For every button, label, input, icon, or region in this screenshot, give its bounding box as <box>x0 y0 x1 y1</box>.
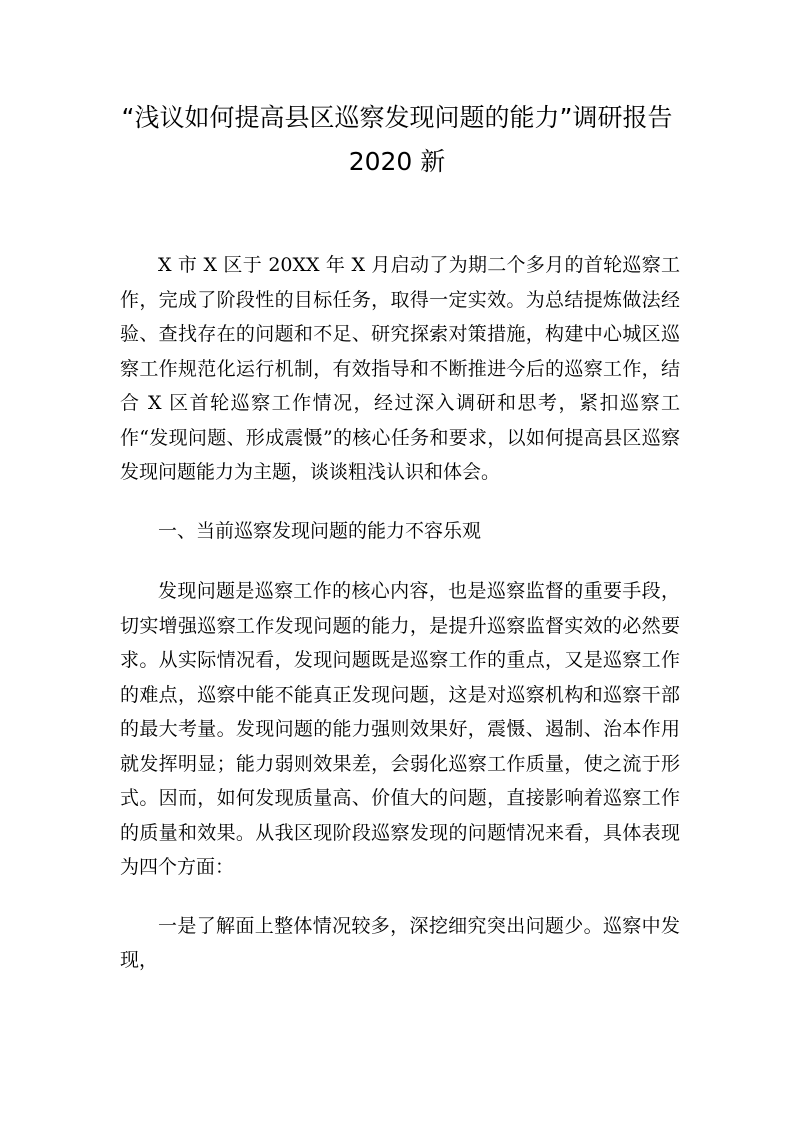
document-body <box>120 248 680 1002</box>
section-heading-1: 一、当前巡察发现问题的能力不容乐观 <box>158 519 482 542</box>
paragraph-intro: X 市 X 区于 20XX 年 X 月启动了为期二个多月的首轮巡察工作，完成了阶段性的目标任务，取得一定实效。为总结提炼做法经验、查找存在的问题和不足、研究探索对策措施，构建中心城区巡察工作规范化运行机制，有效指导和不断推进今后的巡察工作，结合 X 区首轮巡察工作情况，经过深入调研和思考，紧扣巡察工作“发现问题、形成震慑”的核心任务和要求，以如何提高县区巡察发现问题能力为主题，谈谈粗浅认识和体会。 <box>120 254 680 483</box>
paragraph-section-1: 发现问题是巡察工作的核心内容，也是巡察监督的重要手段，切实增强巡察工作发现问题的能力，是提升巡察监督实效的必然要求。从实际情况看，发现问题既是巡察工作的重点，又是巡察工作的难点，巡察中能不能真正发现问题，这是对巡察机构和巡察干部的最大考量。发现问题的能力强则效果好，震慑、遏制、治本作用就发挥明显；能力弱则效果差，会弱化巡察工作质量，使之流于形式。因而，如何发现质量高、价值大的问题，直接影响着巡察工作的质量和效果。从我区现阶段巡察发现的问题情况来看，具体表现为四个方面： <box>120 580 680 878</box>
document-title-line-1: “浅议如何提高县区巡察发现问题的能力”调研报告 <box>121 103 673 132</box>
paragraph-point-1: 一是了解面上整体情况较多，深挖细究突出问题少。巡察中发现， <box>120 914 680 971</box>
document-title-line-2: 2020 新 <box>348 147 446 176</box>
